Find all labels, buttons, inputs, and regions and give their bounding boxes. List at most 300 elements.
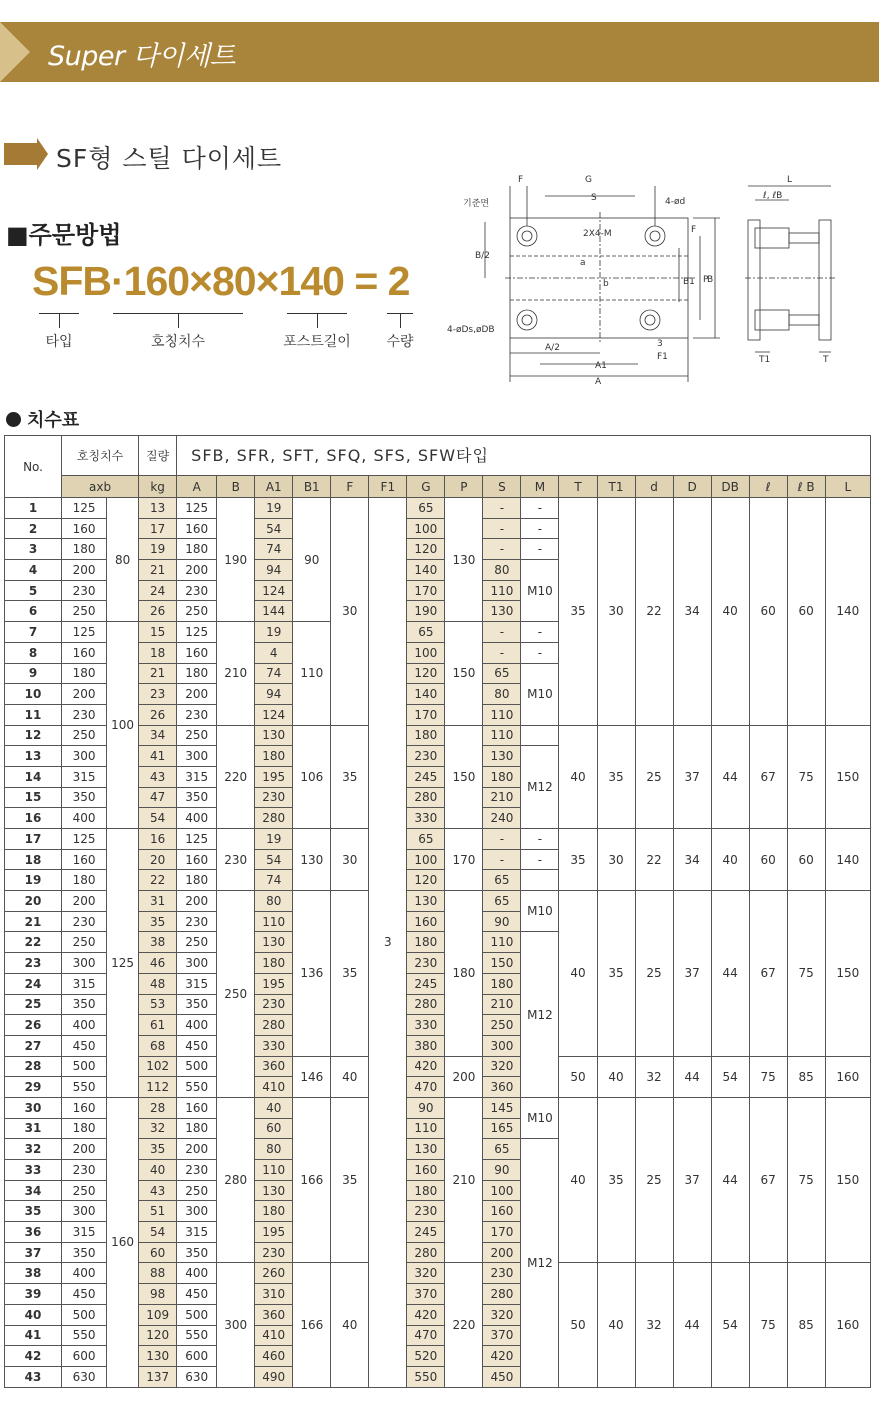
cell-S: 150 (483, 953, 521, 974)
cell-tail-0: 35 (559, 498, 597, 726)
cell-a: 160 (62, 518, 107, 539)
cell-P: 200 (445, 1056, 483, 1097)
cell-G: 230 (407, 1201, 445, 1222)
cell-kg: 46 (139, 953, 177, 974)
cell-S: 180 (483, 973, 521, 994)
cell-M (521, 725, 559, 746)
cell-kg: 15 (139, 622, 177, 643)
cell-a: 200 (62, 891, 107, 912)
cell-A: 180 (177, 539, 217, 560)
cell-tail-7: 150 (825, 891, 870, 1057)
cell-G: 160 (407, 911, 445, 932)
cell-no: 26 (5, 1015, 62, 1036)
diagram-label-L: L (787, 175, 793, 185)
section-marker (4, 143, 37, 165)
diagram-label-B: B (707, 275, 714, 285)
cell-S: - (483, 829, 521, 850)
cell-kg: 35 (139, 1139, 177, 1160)
order-title: ■주문방법 (6, 221, 122, 249)
cell-B1: 166 (293, 1097, 331, 1263)
cell-kg: 18 (139, 642, 177, 663)
cell-F1: 3 (369, 498, 407, 1388)
cell-kg: 21 (139, 560, 177, 581)
cell-S: 65 (483, 663, 521, 684)
cell-G: 170 (407, 704, 445, 725)
cell-no: 15 (5, 787, 62, 808)
cell-B: 190 (217, 498, 255, 622)
cell-G: 470 (407, 1077, 445, 1098)
cell-no: 20 (5, 891, 62, 912)
cell-tail-7: 150 (825, 1097, 870, 1263)
cell-a: 160 (62, 642, 107, 663)
cell-G: 280 (407, 1242, 445, 1263)
cell-G: 230 (407, 746, 445, 767)
cell-no: 9 (5, 663, 62, 684)
cell-A: 230 (177, 911, 217, 932)
cell-M: - (521, 849, 559, 870)
label-quantity: 수량 (386, 334, 414, 350)
cell-F: 30 (331, 829, 369, 891)
cell-G: 470 (407, 1325, 445, 1346)
cell-a: 200 (62, 684, 107, 705)
cell-A1: 110 (255, 1160, 293, 1181)
cell-a: 180 (62, 539, 107, 560)
cell-G: 65 (407, 622, 445, 643)
cell-G: 140 (407, 560, 445, 581)
cell-G: 100 (407, 518, 445, 539)
cell-B: 300 (217, 1263, 255, 1387)
cell-S: 210 (483, 787, 521, 808)
bracket-nominal (113, 313, 243, 327)
cell-S: 110 (483, 725, 521, 746)
cell-tail-0: 40 (559, 725, 597, 828)
cell-no: 1 (5, 498, 62, 519)
diagram-label-S: S (591, 193, 597, 203)
cell-a: 300 (62, 746, 107, 767)
cell-A1: 74 (255, 663, 293, 684)
cell-S: 370 (483, 1325, 521, 1346)
col-A: A (177, 476, 217, 498)
diagram-label-A2: A/2 (545, 343, 560, 353)
cell-no: 16 (5, 808, 62, 829)
cell-G: 65 (407, 498, 445, 519)
cell-tail-1: 40 (597, 1263, 635, 1387)
cell-A1: 130 (255, 1180, 293, 1201)
cell-A1: 195 (255, 766, 293, 787)
cell-no: 13 (5, 746, 62, 767)
cell-tail-3: 34 (673, 498, 711, 726)
cell-S: 130 (483, 746, 521, 767)
cell-kg: 32 (139, 1118, 177, 1139)
label-post-length: 포스트길이 (283, 334, 351, 350)
cell-A: 160 (177, 642, 217, 663)
cell-G: 550 (407, 1366, 445, 1387)
cell-tail-1: 30 (597, 498, 635, 726)
cell-a: 125 (62, 498, 107, 519)
cell-tail-4: 54 (711, 1056, 749, 1097)
col-nominal: 호칭치수 (62, 436, 139, 476)
cell-M: - (521, 518, 559, 539)
cell-G: 170 (407, 580, 445, 601)
col-mass: 질량 (139, 436, 177, 476)
cell-kg: 98 (139, 1284, 177, 1305)
cell-A: 160 (177, 518, 217, 539)
cell-S: 65 (483, 891, 521, 912)
cell-B1: 130 (293, 829, 331, 891)
cell-no: 42 (5, 1346, 62, 1367)
cell-A1: 130 (255, 725, 293, 746)
cell-no: 27 (5, 1035, 62, 1056)
cell-no: 11 (5, 704, 62, 725)
cell-a: 550 (62, 1325, 107, 1346)
banner-triangle (0, 22, 30, 82)
cell-M: - (521, 829, 559, 850)
cell-A: 550 (177, 1077, 217, 1098)
cell-S: 100 (483, 1180, 521, 1201)
cell-no: 33 (5, 1160, 62, 1181)
cell-G: 280 (407, 787, 445, 808)
cell-S: 130 (483, 601, 521, 622)
cell-no: 12 (5, 725, 62, 746)
cell-tail-1: 40 (597, 1056, 635, 1097)
cell-a: 630 (62, 1366, 107, 1387)
cell-P: 170 (445, 829, 483, 891)
cell-tail-5: 67 (749, 891, 787, 1057)
cell-G: 230 (407, 953, 445, 974)
cell-S: 65 (483, 1139, 521, 1160)
col-F: F (331, 476, 369, 498)
cell-A1: 94 (255, 684, 293, 705)
cell-P: 130 (445, 498, 483, 622)
cell-kg: 109 (139, 1304, 177, 1325)
cell-tail-1: 35 (597, 891, 635, 1057)
cell-F: 40 (331, 1056, 369, 1097)
cell-S: 300 (483, 1035, 521, 1056)
cell-P: 220 (445, 1263, 483, 1387)
cell-a: 125 (62, 622, 107, 643)
cell-a: 315 (62, 1222, 107, 1243)
cell-tail-6: 75 (787, 725, 825, 828)
table-row (5, 498, 871, 519)
diagram-label-4DsDB: 4-øDs,øDB (447, 325, 495, 335)
cell-A: 180 (177, 1118, 217, 1139)
cell-S: 90 (483, 911, 521, 932)
cell-A1: 330 (255, 1035, 293, 1056)
cell-G: 420 (407, 1304, 445, 1325)
cell-tail-7: 150 (825, 725, 870, 828)
cell-no: 41 (5, 1325, 62, 1346)
cell-A1: 280 (255, 808, 293, 829)
cell-tail-4: 44 (711, 891, 749, 1057)
cell-M: M10 (521, 560, 559, 622)
cell-A: 250 (177, 601, 217, 622)
die-set-drawing (445, 172, 855, 397)
cell-M: M10 (521, 663, 559, 725)
cell-kg: 34 (139, 725, 177, 746)
cell-S: 110 (483, 704, 521, 725)
cell-no: 24 (5, 973, 62, 994)
cell-tail-1: 35 (597, 725, 635, 828)
cell-tail-6: 60 (787, 829, 825, 891)
cell-A: 250 (177, 1180, 217, 1201)
cell-b: 100 (107, 622, 139, 829)
cell-A: 200 (177, 1139, 217, 1160)
cell-G: 90 (407, 1097, 445, 1118)
cell-A1: 4 (255, 642, 293, 663)
cell-M: M12 (521, 1139, 559, 1387)
col-D: D (673, 476, 711, 498)
cell-a: 300 (62, 953, 107, 974)
cell-tail-5: 75 (749, 1263, 787, 1387)
cell-S: 280 (483, 1284, 521, 1305)
cell-B1: 110 (293, 622, 331, 725)
cell-A1: 144 (255, 601, 293, 622)
cell-P: 180 (445, 891, 483, 1057)
cell-a: 250 (62, 601, 107, 622)
cell-b: 160 (107, 1097, 139, 1387)
diagram-label-A: A (595, 377, 602, 387)
cell-tail-3: 37 (673, 1097, 711, 1263)
cell-kg: 137 (139, 1366, 177, 1387)
cell-no: 21 (5, 911, 62, 932)
cell-S: 210 (483, 994, 521, 1015)
cell-tail-5: 60 (749, 498, 787, 726)
cell-tail-2: 32 (635, 1056, 673, 1097)
cell-F: 35 (331, 891, 369, 1057)
col-P: P (445, 476, 483, 498)
cell-kg: 38 (139, 932, 177, 953)
cell-kg: 41 (139, 746, 177, 767)
cell-A: 200 (177, 684, 217, 705)
cell-M: M12 (521, 746, 559, 829)
cell-A1: 410 (255, 1325, 293, 1346)
cell-tail-7: 160 (825, 1056, 870, 1097)
cell-a: 200 (62, 1139, 107, 1160)
diagram-label-B1: B1 (683, 277, 695, 287)
cell-A1: 360 (255, 1056, 293, 1077)
cell-A: 315 (177, 973, 217, 994)
cell-M: - (521, 498, 559, 519)
cell-M: - (521, 539, 559, 560)
cell-no: 17 (5, 829, 62, 850)
cell-A: 200 (177, 891, 217, 912)
cell-A1: 460 (255, 1346, 293, 1367)
cell-A1: 74 (255, 870, 293, 891)
cell-b: 125 (107, 829, 139, 1098)
cell-a: 230 (62, 1160, 107, 1181)
cell-S: 450 (483, 1366, 521, 1387)
bracket-qty (387, 313, 413, 327)
cell-A1: 19 (255, 622, 293, 643)
cell-G: 245 (407, 1222, 445, 1243)
cell-G: 130 (407, 1139, 445, 1160)
cell-a: 550 (62, 1077, 107, 1098)
cell-a: 160 (62, 849, 107, 870)
dimension-table (4, 435, 871, 1388)
cell-tail-6: 85 (787, 1263, 825, 1387)
cell-S: 170 (483, 1222, 521, 1243)
cell-no: 37 (5, 1242, 62, 1263)
cell-tail-0: 50 (559, 1263, 597, 1387)
cell-tail-2: 25 (635, 891, 673, 1057)
cell-kg: 26 (139, 601, 177, 622)
cell-A1: 80 (255, 891, 293, 912)
cell-kg: 61 (139, 1015, 177, 1036)
cell-no: 32 (5, 1139, 62, 1160)
cell-A: 350 (177, 787, 217, 808)
cell-tail-0: 40 (559, 1097, 597, 1263)
diagram-label-2x4m: 2X4-M (583, 229, 612, 239)
cell-b: 80 (107, 498, 139, 622)
cell-A: 450 (177, 1035, 217, 1056)
label-nominal: 호칭치수 (150, 334, 206, 350)
cell-B1: 166 (293, 1263, 331, 1387)
cell-F: 35 (331, 1097, 369, 1263)
cell-A: 200 (177, 560, 217, 581)
col-A1: A1 (255, 476, 293, 498)
cell-kg: 26 (139, 704, 177, 725)
cell-a: 250 (62, 1180, 107, 1201)
cell-no: 7 (5, 622, 62, 643)
cell-A1: 230 (255, 1242, 293, 1263)
cell-A: 400 (177, 808, 217, 829)
cell-S: 320 (483, 1056, 521, 1077)
cell-A1: 180 (255, 746, 293, 767)
cell-a: 400 (62, 1015, 107, 1036)
cell-no: 34 (5, 1180, 62, 1201)
cell-A1: 94 (255, 560, 293, 581)
diagram-label-T1: T1 (759, 355, 771, 365)
cell-A1: 230 (255, 787, 293, 808)
cell-no: 8 (5, 642, 62, 663)
cell-S: - (483, 642, 521, 663)
cell-A: 250 (177, 932, 217, 953)
cell-F: 40 (331, 1263, 369, 1387)
cell-B: 220 (217, 725, 255, 828)
cell-B: 230 (217, 829, 255, 891)
cell-no: 22 (5, 932, 62, 953)
cell-a: 160 (62, 1097, 107, 1118)
cell-A1: 130 (255, 932, 293, 953)
cell-tail-4: 40 (711, 498, 749, 726)
col-types: SFB, SFR, SFT, SFQ, SFS, SFW타입 (177, 436, 871, 476)
cell-tail-2: 32 (635, 1263, 673, 1387)
cell-a: 350 (62, 994, 107, 1015)
cell-kg: 112 (139, 1077, 177, 1098)
cell-no: 35 (5, 1201, 62, 1222)
diagram-label-F2: F (691, 225, 697, 235)
cell-tail-0: 50 (559, 1056, 597, 1097)
order-formula: SFB·160×80×140 = 2 (32, 258, 410, 304)
cell-A: 160 (177, 1097, 217, 1118)
col-S: S (483, 476, 521, 498)
cell-A1: 19 (255, 498, 293, 519)
cell-kg: 53 (139, 994, 177, 1015)
cell-kg: 88 (139, 1263, 177, 1284)
diagram-label-B2: B/2 (475, 251, 490, 261)
cell-A: 630 (177, 1366, 217, 1387)
cell-a: 180 (62, 870, 107, 891)
cell-A: 550 (177, 1325, 217, 1346)
cell-tail-3: 34 (673, 829, 711, 891)
col-L: L (825, 476, 870, 498)
diagram-label-3: 3 (657, 339, 663, 349)
cell-a: 230 (62, 704, 107, 725)
cell-kg: 54 (139, 1222, 177, 1243)
cell-tail-2: 22 (635, 498, 673, 726)
cell-S: 90 (483, 1160, 521, 1181)
cell-M: - (521, 622, 559, 643)
cell-tail-7: 160 (825, 1263, 870, 1387)
cell-kg: 23 (139, 684, 177, 705)
cell-kg: 43 (139, 1180, 177, 1201)
cell-S: 80 (483, 684, 521, 705)
cell-G: 160 (407, 1160, 445, 1181)
col-G: G (407, 476, 445, 498)
cell-kg: 13 (139, 498, 177, 519)
cell-tail-5: 67 (749, 1097, 787, 1263)
cell-kg: 35 (139, 911, 177, 932)
cell-a: 400 (62, 808, 107, 829)
cell-kg: 40 (139, 1160, 177, 1181)
cell-G: 420 (407, 1056, 445, 1077)
cell-S: 360 (483, 1077, 521, 1098)
cell-A: 125 (177, 498, 217, 519)
cell-S: - (483, 518, 521, 539)
col-T1: T1 (597, 476, 635, 498)
cell-a: 230 (62, 911, 107, 932)
col-lB: ℓ B (787, 476, 825, 498)
cell-no: 30 (5, 1097, 62, 1118)
cell-tail-4: 44 (711, 1097, 749, 1263)
cell-A1: 310 (255, 1284, 293, 1305)
cell-A1: 54 (255, 518, 293, 539)
cell-S: 250 (483, 1015, 521, 1036)
bracket-type (39, 313, 79, 327)
cell-A: 250 (177, 725, 217, 746)
cell-kg: 68 (139, 1035, 177, 1056)
cell-no: 31 (5, 1118, 62, 1139)
dims-title (6, 406, 79, 432)
cell-A1: 124 (255, 704, 293, 725)
cell-A1: 180 (255, 1201, 293, 1222)
cell-F: 35 (331, 725, 369, 828)
cell-no: 5 (5, 580, 62, 601)
cell-kg: 21 (139, 663, 177, 684)
cell-tail-2: 25 (635, 1097, 673, 1263)
cell-a: 200 (62, 560, 107, 581)
cell-S: 65 (483, 870, 521, 891)
cell-A1: 110 (255, 911, 293, 932)
cell-G: 130 (407, 891, 445, 912)
cell-A: 350 (177, 1242, 217, 1263)
cell-tail-0: 35 (559, 829, 597, 891)
cell-no: 4 (5, 560, 62, 581)
col-axb: axb (62, 476, 139, 498)
cell-A: 400 (177, 1015, 217, 1036)
cell-kg: 51 (139, 1201, 177, 1222)
cell-G: 245 (407, 766, 445, 787)
table-row (5, 829, 871, 850)
cell-A: 160 (177, 849, 217, 870)
section-title: SF형 스틸 다이세트 (56, 144, 283, 173)
cell-no: 29 (5, 1077, 62, 1098)
cell-A1: 260 (255, 1263, 293, 1284)
cell-S: - (483, 849, 521, 870)
cell-S: 320 (483, 1304, 521, 1325)
cell-A1: 230 (255, 994, 293, 1015)
diagram-label-A1: A1 (595, 361, 607, 371)
